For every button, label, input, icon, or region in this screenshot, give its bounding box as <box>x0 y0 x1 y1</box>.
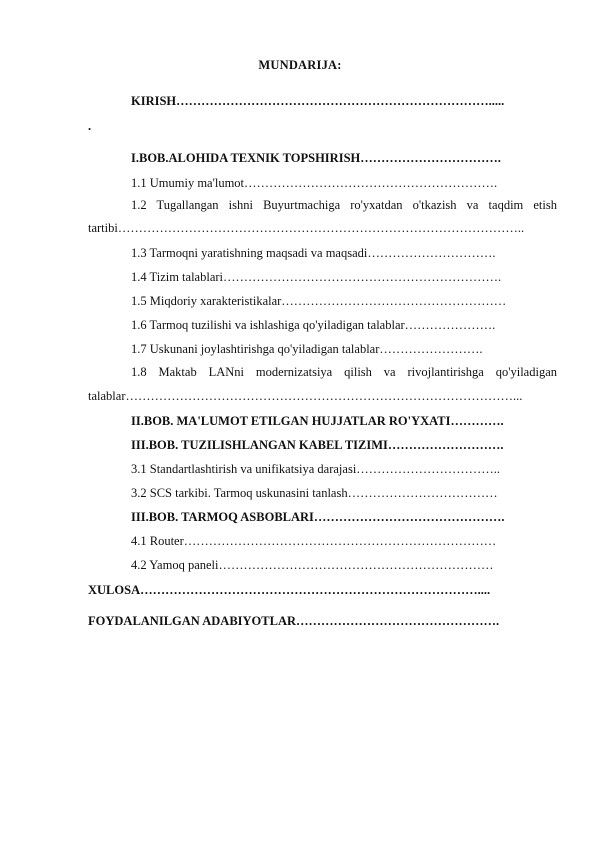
toc-entry-chapter-1: I.BOB.ALOHIDA TEXNIK TOPSHIRISH……………………………. <box>131 151 501 165</box>
toc-entry-1-2: 1.2 Tugallangan ishni Buyurtmachiga ro'yxatdan o'tkazish va taqdim etish <box>131 198 557 212</box>
toc-entry-kirish: KIRISH…………………………………………………………………..... <box>131 94 505 108</box>
toc-entry-4-2: 4.2 Yamoq paneli………………………………………………………… <box>131 558 494 572</box>
toc-entry-dot: . <box>88 119 92 133</box>
toc-entry-references: FOYDALANILGAN ADABIYOTLAR…………………………………………. <box>88 614 500 628</box>
toc-entry-1-6: 1.6 Tarmoq tuzilishi va ishlashiga qo'yiladigan talablar…………………. <box>131 318 496 332</box>
toc-entry-3-1: 3.1 Standartlashtirish va unifikatsiya darajasi…………………………….. <box>131 462 501 476</box>
toc-entry-1-3: 1.3 Tarmoqni yaratishning maqsadi va maqsadi…………………………. <box>131 246 496 260</box>
toc-entry-1-8: 1.8 Maktab LANni modernizatsiya qilish va rivojlantirishga qo'yiladigan <box>131 365 557 379</box>
toc-entry-1-2-cont: tartibi…………………………………………………………………………………….. <box>88 221 525 235</box>
toc-entry-chapter-2: II.BOB. MA'LUMOT ETILGAN HUJJATLAR RO'YXATI…………. <box>131 414 504 428</box>
toc-entry-1-4: 1.4 Tizim talablari…………………………………………………………. <box>131 270 502 284</box>
toc-entry-1-5: 1.5 Miqdoriy xarakteristikalar……………………………………………… <box>131 294 507 308</box>
toc-entry-xulosa: XULOSA……………………………………………………………………….... <box>88 583 491 597</box>
toc-entry-1-8-cont: talablar…………………………………………………………………………………... <box>88 389 523 403</box>
toc-entry-1-1: 1.1 Umumiy ma'lumot……………………………………………………. <box>131 176 498 190</box>
toc-entry-3-2: 3.2 SCS tarkibi. Tarmoq uskunasini tanlash……………………………… <box>131 486 498 500</box>
page-title: MUNDARIJA: <box>258 58 342 72</box>
toc-entry-1-7: 1.7 Uskunani joylashtirishga qo'yiladigan talablar……………………. <box>131 342 483 356</box>
toc-entry-chapter-3: III.BOB. TUZILISHLANGAN KABEL TIZIMI………………………. <box>131 438 504 452</box>
toc-entry-4-1: 4.1 Router………………………………………………………………… <box>131 534 497 548</box>
toc-entry-chapter-4: III.BOB. TARMOQ ASBOBLARI………………………………………. <box>131 510 505 524</box>
